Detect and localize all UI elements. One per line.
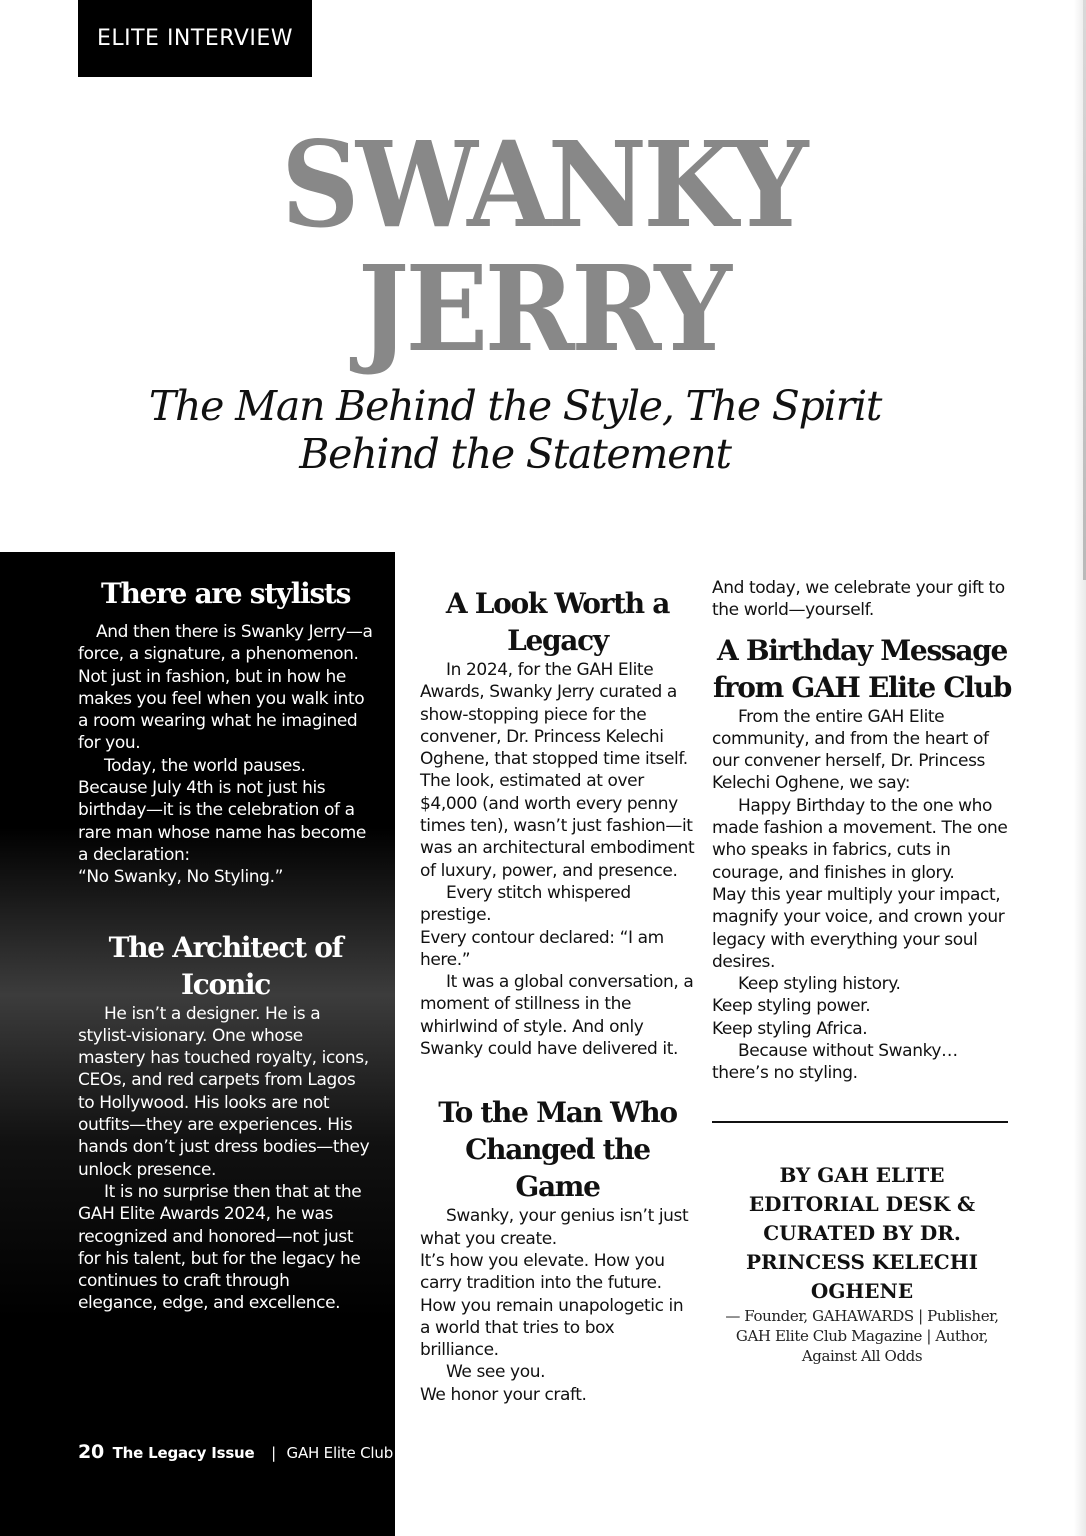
paragraph: Keep styling Africa. — [712, 1018, 868, 1039]
paragraph: Swanky, your genius isn’t just what you create. — [420, 1206, 689, 1249]
column-left — [78, 575, 373, 1315]
column-middle — [420, 585, 695, 1406]
paragraph: Every contour declared: “I am here.” — [420, 927, 664, 970]
section-heading-man-who-changed: To the Man Who Changed the Game — [438, 1096, 677, 1204]
paragraph: Every stitch whispered prestige. — [420, 882, 631, 926]
paragraph: We see you. — [446, 1362, 546, 1383]
paragraph: And then there is Swanky Jerry—a force, a signature, a phenomenon. — [78, 622, 373, 665]
paragraph: Because without Swanky… there’s no styling. — [712, 1041, 958, 1084]
section-heading-birthday: A Birthday Message from GAH Elite Club — [713, 633, 1011, 704]
byline: BY GAH ELITE EDITORIAL DESK & CURATED BY DR. PRINCESS KELECHI OGHENE — [746, 1162, 978, 1303]
paragraph: May this year multiply your impact, magnify your voice, and crown your legacy with everything your soul desires. — [712, 884, 1005, 972]
paragraph: Not just in fashion, but in how he makes you feel when you walk into a room wearing what he imagined for you. — [78, 666, 365, 754]
paragraph: Keep styling power. — [712, 996, 871, 1017]
paragraph: It’s how you elevate. How you carry tradition into the future. How you remain unapologetic in a world that tries to box brilliance. — [420, 1250, 684, 1361]
quote: “No Swanky, No Styling.” — [78, 867, 283, 888]
paragraph: Today, the world pauses. — [104, 755, 306, 776]
page-number: 20 — [78, 1441, 105, 1463]
paragraph: He isn’t a designer. He is a stylist-visionary. One whose mastery has touched royalty, icons, CEOs, and red carpets from Lagos to Hollywood. His looks are not outfits—they are experiences. His hands don’t just dress bodies—they unlock presence. — [78, 1003, 370, 1180]
paragraph: Happy Birthday to the one who made fashion a movement. The one who speaks in fabrics, cuts in courage, and finishes in glory. — [712, 795, 1008, 883]
paragraph: In 2024, for the GAH Elite Awards, Swanky Jerry curated a show-stopping piece for the convener, Dr. Princess Kelechi Oghene, that stopped time itself. The look, estimated at over $4,000 (and worth every penny times ten), wasn’t just fashion—it was an architectural embodiment of luxury, power, and presence. — [420, 660, 695, 881]
section-heading-stylists: There are stylists — [100, 577, 351, 610]
section-heading-architect: The Architect of Iconic — [108, 930, 343, 1001]
headline-line-2: JERRY — [357, 239, 729, 378]
section-tag: ELITE INTERVIEW — [78, 0, 312, 77]
paragraph: It was a global conversation, a moment of stillness in the whirlwind of style. And only Swanky could have delivered it. — [420, 972, 694, 1060]
issue-name: The Legacy Issue — [112, 1444, 255, 1462]
subtitle: The Man Behind the Style, The Spirit Behind the Statement — [148, 382, 882, 478]
paragraph: Keep styling history. — [738, 974, 901, 995]
magazine-name: GAH Elite Club Magazine — [286, 1444, 468, 1462]
section-heading-look: A Look Worth a Legacy — [445, 587, 670, 657]
divider-rule — [712, 1121, 1008, 1123]
footer-separator: | — [271, 1444, 276, 1462]
paragraph: Because July 4th is not just his birthday—it is the celebration of a rare man whose name has become a declaration: — [78, 778, 366, 865]
page-footer — [78, 1441, 468, 1463]
headline-line-1: SWANKY — [281, 115, 805, 254]
paragraph: We honor your craft. — [420, 1384, 587, 1405]
byline-credit: — Founder, GAHAWARDS | Publisher, GAH Elite Club Magazine | Author, Against All Odds — [725, 1306, 999, 1365]
column-right — [712, 577, 1012, 1366]
paragraph: It is no surprise then that at the GAH Elite Awards 2024, he was recognized and honored—not just for his talent, but for the legacy he continues to craft through elegance, edge, and excellence. — [78, 1181, 362, 1314]
paragraph: And today, we celebrate your gift to the world—yourself. — [712, 578, 1005, 621]
paragraph: From the entire GAH Elite community, and from the heart of our convener herself, Dr. Princess Kelechi Oghene, we say: — [712, 706, 989, 794]
